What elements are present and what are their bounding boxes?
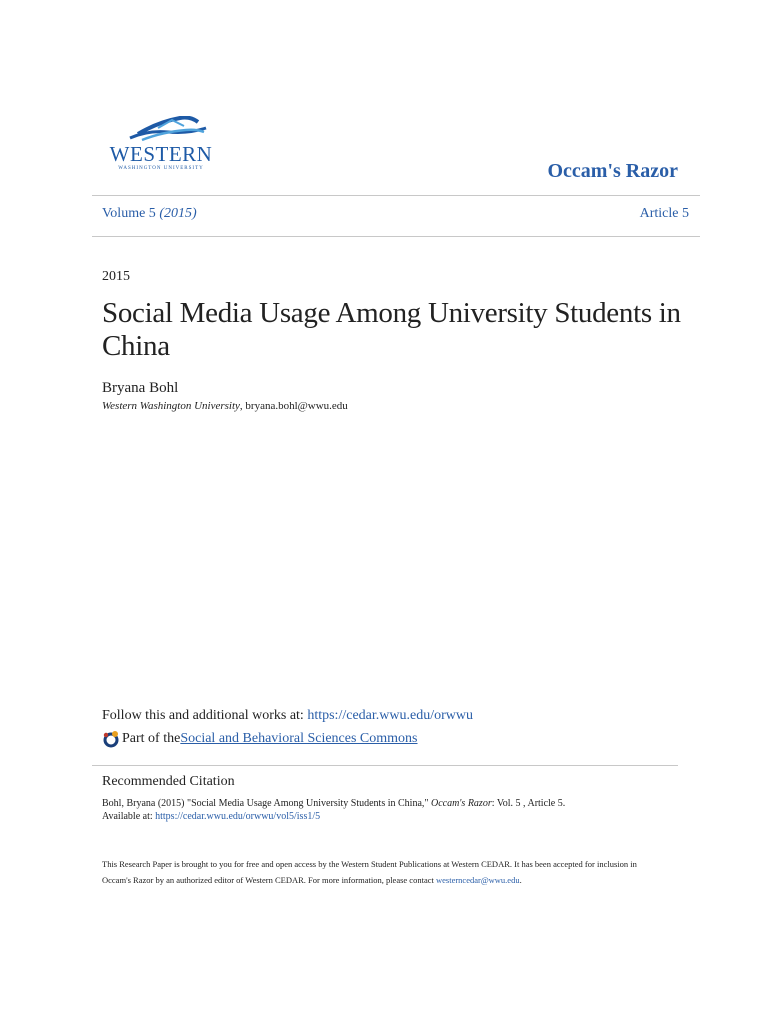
citation-availability: [102, 810, 682, 823]
citation-text: [102, 797, 682, 810]
volume-label: Volume 5: [102, 206, 156, 221]
issue-divider: [92, 236, 700, 237]
follow-label: Follow this and additional works at:: [102, 708, 308, 723]
notice-end: .: [519, 875, 522, 885]
partof-line: [102, 730, 418, 748]
available-label: Available at:: [102, 811, 156, 822]
author-email: , bryana.bohl@wwu.edu: [239, 400, 348, 412]
follow-line: [102, 708, 473, 724]
access-notice: [102, 856, 662, 888]
affiliation-name: Western Washington University: [102, 400, 240, 412]
logo-subtitle: WASHINGTON UNIVERSITY: [118, 166, 204, 171]
author-affiliation: [102, 400, 348, 412]
network-commons-icon: [102, 730, 120, 748]
citation-heading: Recommended Citation: [102, 774, 235, 789]
notice-text: This Research Paper is brought to you for free and open access by the Western Student Publications at Western CEDAR. It has been accepted for inclusion in Occam's Razor by an authorized editor of Western CEDAR. For more information, please contact: [102, 859, 637, 885]
university-logo: [108, 116, 218, 176]
contact-email-link[interactable]: westerncedar@wwu.edu: [435, 875, 520, 885]
collection-link[interactable]: https://cedar.wwu.edu/orwwu: [307, 708, 473, 723]
citation-volume: : Vol. 5 , Article 5.: [491, 798, 566, 809]
citation-main: Bohl, Bryana (2015) "Social Media Usage Among University Students in China,": [102, 798, 431, 809]
citation-body: [102, 797, 682, 823]
paper-title: Social Media Usage Among University Students in China: [102, 297, 681, 362]
citation-url[interactable]: https://cedar.wwu.edu/orwwu/vol5/iss1/5: [155, 811, 321, 822]
article-link[interactable]: Article 5: [639, 206, 689, 221]
journal-title[interactable]: Occam's Razor: [547, 160, 678, 182]
citation-journal: Occam's Razor: [430, 798, 492, 809]
volume-link[interactable]: [102, 206, 197, 222]
partof-label: Part of the: [122, 731, 181, 746]
citation-divider: [92, 765, 678, 766]
volume-year: (2015): [159, 206, 197, 221]
publication-year: 2015: [102, 269, 130, 284]
commons-link[interactable]: Social and Behavioral Sciences Commons: [180, 731, 418, 746]
logo-wordmark: WESTERN: [109, 142, 213, 166]
top-divider: [92, 195, 700, 196]
author-name[interactable]: Bryana Bohl: [102, 380, 179, 396]
